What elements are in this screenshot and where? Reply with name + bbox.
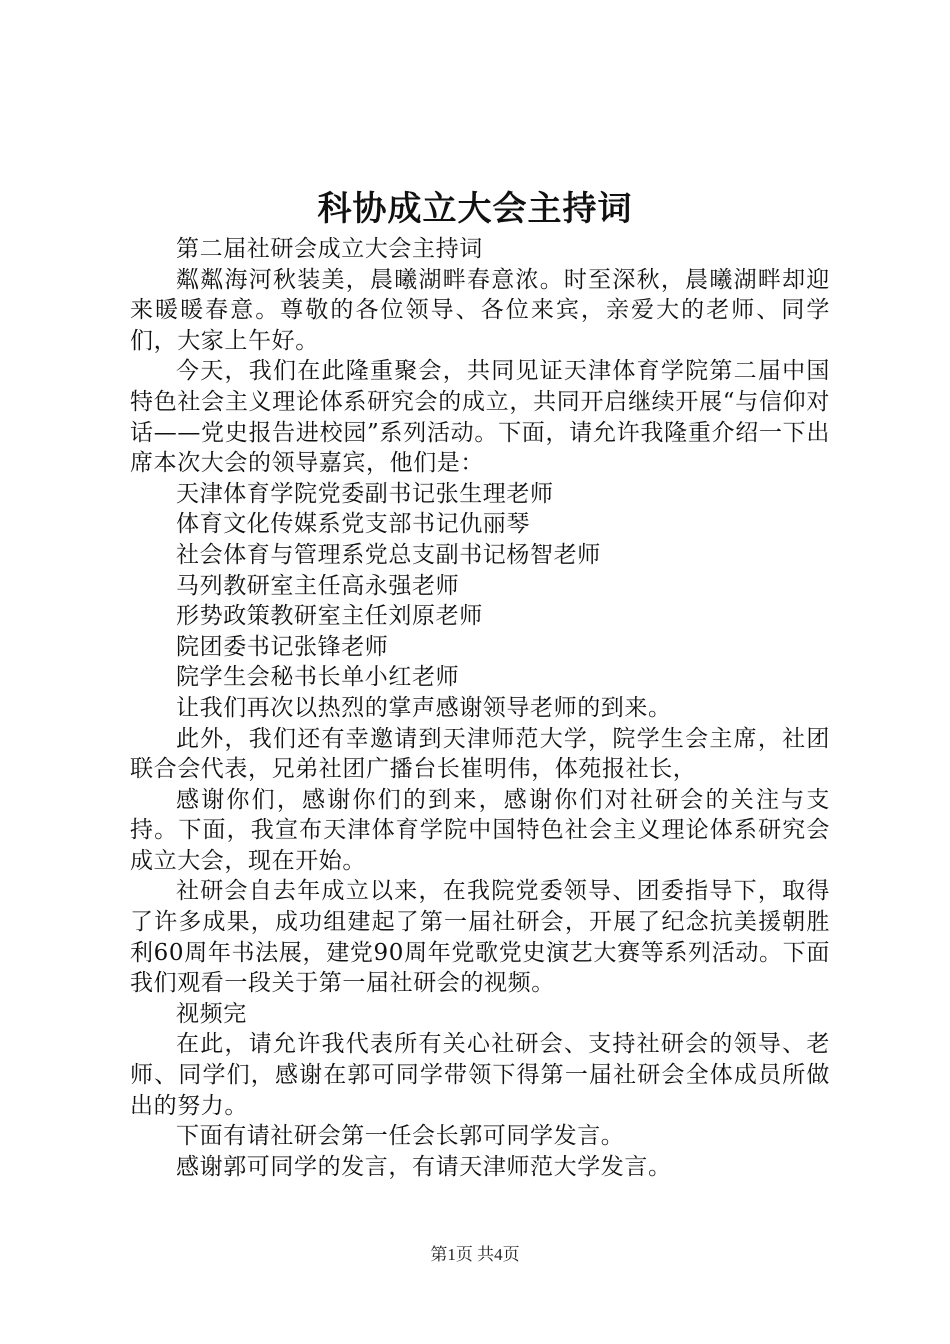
paragraph: 让我们再次以热烈的掌声感谢领导老师的到来。 xyxy=(176,694,672,721)
guest-list-item: 形势政策教研室主任刘原老师 xyxy=(176,603,483,630)
paragraph: 在此，请允许我代表所有关心社研会、支持社研会的领导、老师、同学们，感谢在郭可同学带领下得第一届社研会全体成员所做出的努力。 xyxy=(130,1031,830,1119)
guest-list-item: 社会体育与管理系党总支副书记杨智老师 xyxy=(176,541,601,568)
paragraph: 今天，我们在此隆重聚会，共同见证天津体育学院第二届中国特色社会主义理论体系研究会的成立，共同开启继续开展“与信仰对话——党史报告进校园”系列活动。下面，请允许我隆重介绍一下出席本次大会的领导嘉宾，他们是： xyxy=(130,358,830,477)
paragraph: 粼粼海河秋装美，晨曦湖畔春意浓。时至深秋，晨曦湖畔却迎来暖暖春意。尊敬的各位领导、各位来宾，亲爱大的老师、同学们，大家上午好。 xyxy=(130,266,830,354)
paragraph: 感谢你们，感谢你们的到来，感谢你们对社研会的关注与支持。下面，我宣布天津体育学院中国特色社会主义理论体系研究会成立大会，现在开始。 xyxy=(130,786,830,874)
paragraph: 社研会自去年成立以来，在我院党委领导、团委指导下，取得了许多成果，成功组建起了第一届社研会，开展了纪念抗美援朝胜利60周年书法展，建党90周年党歌党史演艺大赛等系列活动。下面我们观看一段关于第一届社研会的视频。 xyxy=(130,878,830,997)
guest-list-item: 院团委书记张锋老师 xyxy=(176,633,389,660)
paragraph: 视频完 xyxy=(176,1000,247,1027)
paragraph: 感谢郭可同学的发言，有请天津师范大学发言。 xyxy=(176,1153,672,1180)
document-title: 科协成立大会主持词 xyxy=(317,189,633,229)
guest-list-item: 马列教研室主任高永强老师 xyxy=(176,572,460,599)
page-number-footer: 第1页 共4页 xyxy=(430,1245,520,1264)
document-body xyxy=(130,234,830,1182)
paragraph: 下面有请社研会第一任会长郭可同学发言。 xyxy=(176,1123,625,1150)
guest-list-item: 体育文化传媒系党支部书记仇丽琴 xyxy=(176,511,530,538)
guest-list-item: 院学生会秘书长单小红老师 xyxy=(176,664,460,691)
guest-list-item: 天津体育学院党委副书记张生理老师 xyxy=(176,480,554,507)
paragraph: 第二届社研会成立大会主持词 xyxy=(176,236,483,262)
paragraph: 此外，我们还有幸邀请到天津师范大学，院学生会主席，社团联合会代表，兄弟社团广播台长崔明伟，体苑报社长， xyxy=(130,725,830,783)
